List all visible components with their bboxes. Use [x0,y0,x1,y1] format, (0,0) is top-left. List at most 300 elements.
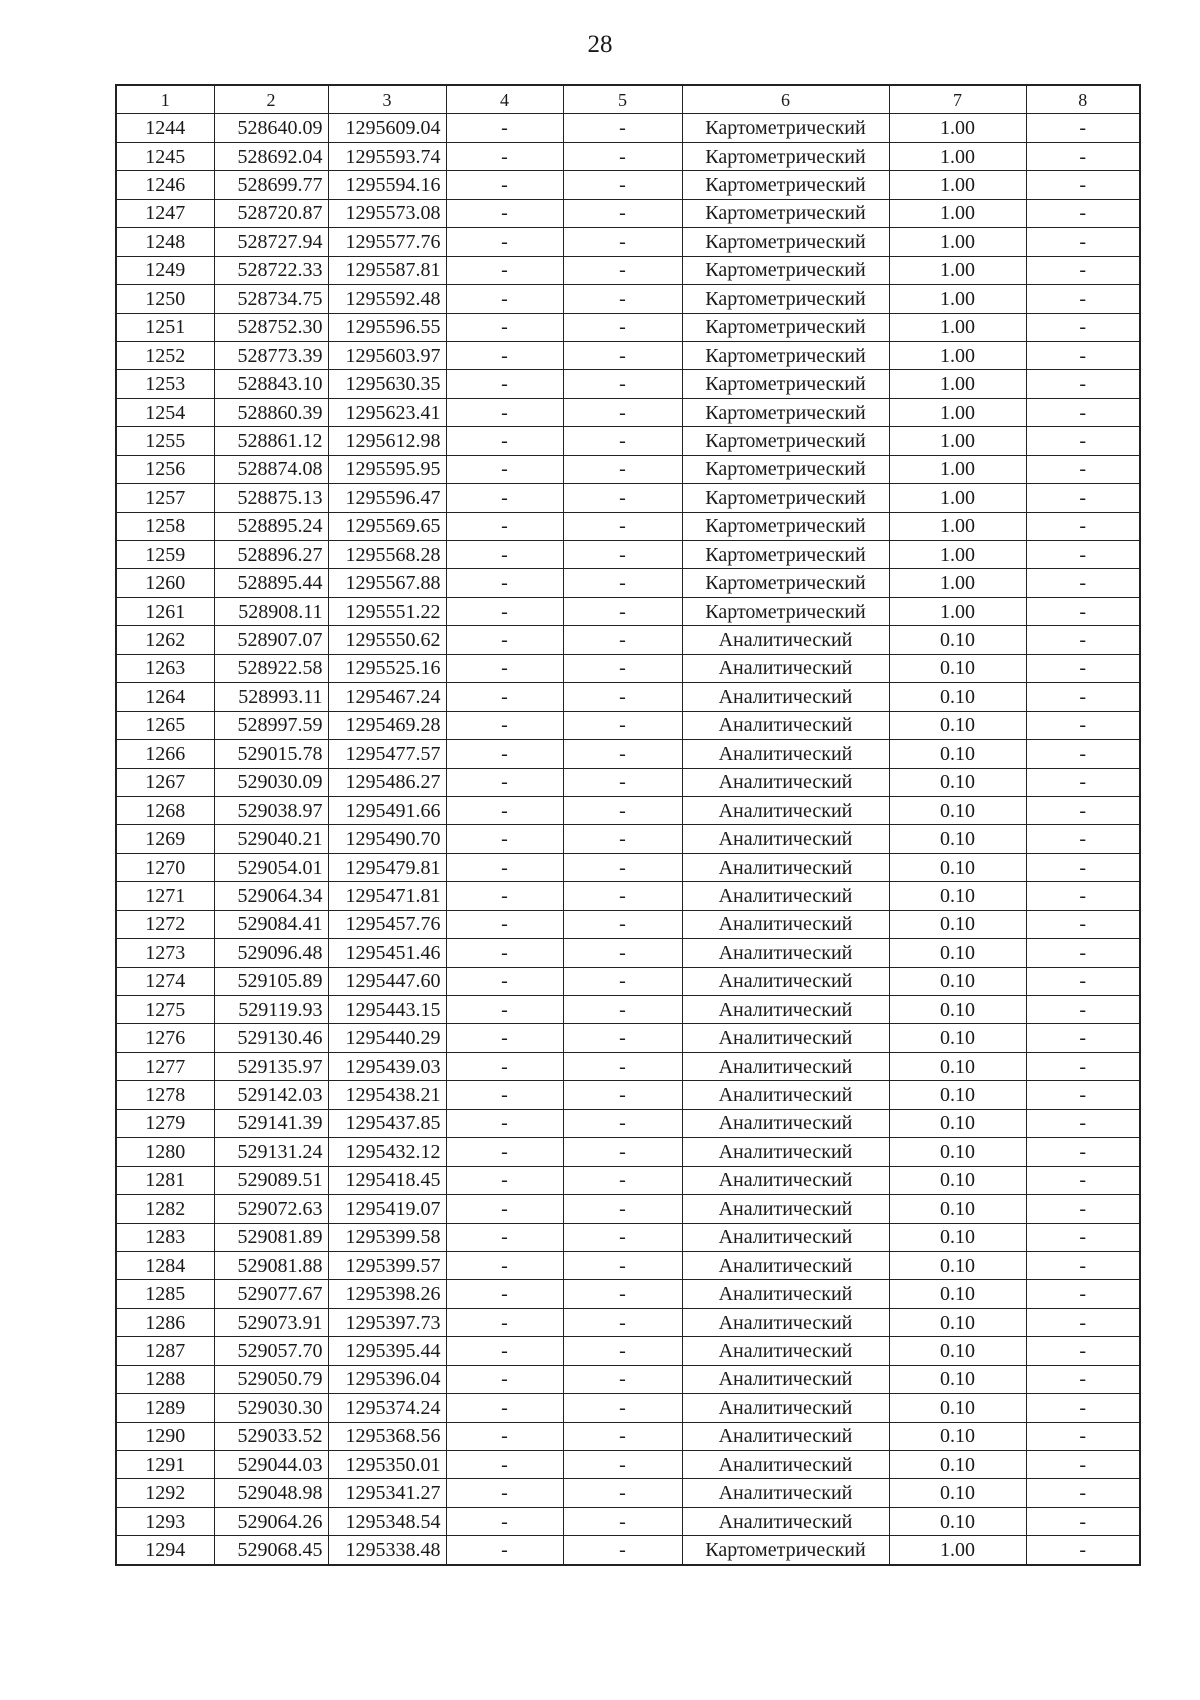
cell-point-number: 1251 [116,313,214,341]
cell-coordinate-x: 529015.78 [214,740,328,768]
cell-coordinate-x: 529135.97 [214,1052,328,1080]
cell-col-8: - [1026,1536,1140,1565]
cell-accuracy: 0.10 [889,853,1026,881]
table-row [116,455,1140,483]
cell-accuracy: 0.10 [889,1308,1026,1336]
cell-coordinate-y: 1295338.48 [328,1536,446,1565]
cell-col-5: - [563,256,682,284]
cell-col-8: - [1026,1223,1140,1251]
cell-col-4: - [446,882,563,910]
cell-coordinate-y: 1295350.01 [328,1451,446,1479]
cell-col-8: - [1026,967,1140,995]
cell-accuracy: 0.10 [889,1280,1026,1308]
cell-col-4: - [446,654,563,682]
cell-coordinate-x: 529057.70 [214,1337,328,1365]
cell-point-number: 1252 [116,341,214,369]
cell-method: Картометрический [682,285,889,313]
cell-col-4: - [446,427,563,455]
cell-method: Аналитический [682,882,889,910]
cell-accuracy: 0.10 [889,1138,1026,1166]
cell-coordinate-y: 1295368.56 [328,1422,446,1450]
cell-col-5: - [563,683,682,711]
cell-point-number: 1270 [116,853,214,881]
cell-accuracy: 0.10 [889,825,1026,853]
cell-accuracy: 1.00 [889,484,1026,512]
cell-method: Аналитический [682,1024,889,1052]
cell-coordinate-y: 1295577.76 [328,228,446,256]
cell-col-8: - [1026,199,1140,227]
cell-method: Аналитический [682,1251,889,1279]
cell-coordinate-x: 529131.24 [214,1138,328,1166]
cell-col-5: - [563,1308,682,1336]
cell-coordinate-x: 529089.51 [214,1166,328,1194]
cell-col-5: - [563,228,682,256]
cell-col-4: - [446,512,563,540]
cell-point-number: 1267 [116,768,214,796]
cell-point-number: 1274 [116,967,214,995]
cell-coordinate-y: 1295471.81 [328,882,446,910]
cell-accuracy: 0.10 [889,910,1026,938]
cell-accuracy: 1.00 [889,171,1026,199]
table-row [116,541,1140,569]
cell-accuracy: 1.00 [889,256,1026,284]
cell-accuracy: 0.10 [889,1223,1026,1251]
cell-col-8: - [1026,1138,1140,1166]
cell-col-5: - [563,1223,682,1251]
cell-accuracy: 1.00 [889,569,1026,597]
cell-accuracy: 0.10 [889,626,1026,654]
table-row [116,967,1140,995]
cell-point-number: 1289 [116,1394,214,1422]
cell-col-8: - [1026,740,1140,768]
cell-accuracy: 1.00 [889,427,1026,455]
cell-col-8: - [1026,1166,1140,1194]
cell-method: Картометрический [682,569,889,597]
cell-point-number: 1268 [116,796,214,824]
cell-method: Картометрический [682,541,889,569]
cell-col-8: - [1026,853,1140,881]
cell-point-number: 1275 [116,996,214,1024]
cell-coordinate-y: 1295348.54 [328,1507,446,1535]
table-row [116,1166,1140,1194]
cell-coordinate-y: 1295419.07 [328,1195,446,1223]
cell-col-5: - [563,142,682,170]
cell-coordinate-x: 528861.12 [214,427,328,455]
cell-col-8: - [1026,711,1140,739]
cell-accuracy: 0.10 [889,1052,1026,1080]
cell-accuracy: 0.10 [889,1394,1026,1422]
cell-point-number: 1244 [116,114,214,142]
cell-col-4: - [446,1081,563,1109]
cell-accuracy: 0.10 [889,1166,1026,1194]
cell-coordinate-y: 1295418.45 [328,1166,446,1194]
cell-coordinate-x: 529081.88 [214,1251,328,1279]
cell-point-number: 1269 [116,825,214,853]
cell-col-8: - [1026,142,1140,170]
cell-method: Аналитический [682,939,889,967]
cell-method: Аналитический [682,796,889,824]
cell-col-8: - [1026,1365,1140,1393]
table-row [116,1251,1140,1279]
cell-col-4: - [446,114,563,142]
cell-point-number: 1277 [116,1052,214,1080]
cell-col-4: - [446,541,563,569]
cell-col-4: - [446,569,563,597]
cell-coordinate-y: 1295596.47 [328,484,446,512]
cell-col-4: - [446,768,563,796]
table-row [116,1394,1140,1422]
table-header-row [116,85,1140,114]
cell-coordinate-y: 1295432.12 [328,1138,446,1166]
cell-col-8: - [1026,825,1140,853]
cell-col-5: - [563,313,682,341]
table-row [116,341,1140,369]
cell-col-5: - [563,825,682,853]
cell-point-number: 1248 [116,228,214,256]
cell-point-number: 1279 [116,1109,214,1137]
cell-method: Аналитический [682,1479,889,1507]
table-row [116,1479,1140,1507]
cell-col-5: - [563,171,682,199]
cell-point-number: 1273 [116,939,214,967]
cell-coordinate-y: 1295397.73 [328,1308,446,1336]
cell-accuracy: 0.10 [889,796,1026,824]
cell-col-8: - [1026,910,1140,938]
cell-coordinate-y: 1295437.85 [328,1109,446,1137]
cell-col-8: - [1026,1479,1140,1507]
cell-point-number: 1288 [116,1365,214,1393]
cell-col-8: - [1026,939,1140,967]
cell-col-5: - [563,853,682,881]
cell-coordinate-y: 1295447.60 [328,967,446,995]
cell-method: Аналитический [682,1195,889,1223]
cell-point-number: 1253 [116,370,214,398]
cell-coordinate-x: 529038.97 [214,796,328,824]
cell-method: Аналитический [682,853,889,881]
cell-method: Аналитический [682,1166,889,1194]
cell-point-number: 1272 [116,910,214,938]
cell-col-4: - [446,853,563,881]
cell-point-number: 1256 [116,455,214,483]
cell-coordinate-x: 528875.13 [214,484,328,512]
cell-col-8: - [1026,1251,1140,1279]
cell-col-4: - [446,1507,563,1535]
table-row [116,853,1140,881]
cell-col-4: - [446,796,563,824]
table-row [116,626,1140,654]
table-row [116,114,1140,142]
table-row [116,1052,1140,1080]
cell-col-8: - [1026,996,1140,1024]
cell-col-5: - [563,484,682,512]
cell-col-5: - [563,1052,682,1080]
cell-method: Картометрический [682,256,889,284]
cell-col-4: - [446,825,563,853]
cell-point-number: 1259 [116,541,214,569]
cell-col-4: - [446,1479,563,1507]
table-row [116,398,1140,426]
cell-coordinate-y: 1295612.98 [328,427,446,455]
cell-method: Аналитический [682,967,889,995]
table-row [116,1024,1140,1052]
cell-col-5: - [563,569,682,597]
cell-method: Аналитический [682,711,889,739]
cell-coordinate-x: 529068.45 [214,1536,328,1565]
table-row [116,654,1140,682]
cell-accuracy: 1.00 [889,199,1026,227]
table-row [116,171,1140,199]
cell-col-8: - [1026,569,1140,597]
cell-accuracy: 1.00 [889,341,1026,369]
cell-accuracy: 0.10 [889,711,1026,739]
cell-col-4: - [446,597,563,625]
cell-coordinate-y: 1295573.08 [328,199,446,227]
cell-point-number: 1294 [116,1536,214,1565]
cell-coordinate-y: 1295490.70 [328,825,446,853]
cell-coordinate-y: 1295439.03 [328,1052,446,1080]
cell-accuracy: 0.10 [889,654,1026,682]
cell-coordinate-x: 529105.89 [214,967,328,995]
cell-col-8: - [1026,882,1140,910]
cell-coordinate-x: 529119.93 [214,996,328,1024]
cell-col-5: - [563,597,682,625]
cell-accuracy: 0.10 [889,1081,1026,1109]
cell-col-5: - [563,1507,682,1535]
cell-method: Картометрический [682,114,889,142]
cell-method: Аналитический [682,740,889,768]
cell-col-5: - [563,996,682,1024]
cell-point-number: 1271 [116,882,214,910]
cell-method: Картометрический [682,597,889,625]
cell-method: Аналитический [682,768,889,796]
cell-coordinate-x: 529141.39 [214,1109,328,1137]
cell-col-5: - [563,427,682,455]
cell-col-4: - [446,285,563,313]
column-header-6: 6 [682,85,889,114]
cell-col-8: - [1026,1024,1140,1052]
table-row [116,1138,1140,1166]
cell-col-4: - [446,1422,563,1450]
cell-accuracy: 1.00 [889,370,1026,398]
table-row [116,199,1140,227]
cell-point-number: 1286 [116,1308,214,1336]
table-row [116,1451,1140,1479]
cell-col-4: - [446,1052,563,1080]
cell-coordinate-y: 1295593.74 [328,142,446,170]
table-row [116,1195,1140,1223]
cell-coordinate-x: 528895.44 [214,569,328,597]
coordinates-table-container [115,84,1141,1566]
cell-point-number: 1249 [116,256,214,284]
cell-point-number: 1254 [116,398,214,426]
cell-coordinate-y: 1295486.27 [328,768,446,796]
cell-col-5: - [563,711,682,739]
cell-method: Аналитический [682,1422,889,1450]
cell-coordinate-x: 529142.03 [214,1081,328,1109]
table-row [116,597,1140,625]
cell-col-4: - [446,313,563,341]
cell-col-8: - [1026,313,1140,341]
cell-coordinate-x: 528692.04 [214,142,328,170]
cell-col-8: - [1026,597,1140,625]
cell-method: Аналитический [682,683,889,711]
cell-col-4: - [446,683,563,711]
cell-accuracy: 0.10 [889,1365,1026,1393]
cell-col-8: - [1026,256,1140,284]
table-row [116,711,1140,739]
cell-col-4: - [446,171,563,199]
cell-coordinate-x: 529130.46 [214,1024,328,1052]
table-row [116,1422,1140,1450]
cell-col-4: - [446,711,563,739]
cell-method: Аналитический [682,1365,889,1393]
cell-point-number: 1290 [116,1422,214,1450]
column-header-7: 7 [889,85,1026,114]
cell-point-number: 1264 [116,683,214,711]
cell-coordinate-x: 529084.41 [214,910,328,938]
cell-col-4: - [446,199,563,227]
cell-coordinate-y: 1295341.27 [328,1479,446,1507]
cell-col-8: - [1026,1109,1140,1137]
table-row [116,512,1140,540]
cell-point-number: 1255 [116,427,214,455]
cell-accuracy: 0.10 [889,882,1026,910]
cell-accuracy: 0.10 [889,1109,1026,1137]
cell-col-5: - [563,910,682,938]
cell-col-4: - [446,1109,563,1137]
cell-coordinate-x: 528896.27 [214,541,328,569]
cell-accuracy: 0.10 [889,740,1026,768]
cell-point-number: 1258 [116,512,214,540]
cell-point-number: 1281 [116,1166,214,1194]
cell-method: Картометрический [682,313,889,341]
table-row [116,569,1140,597]
cell-col-8: - [1026,341,1140,369]
cell-col-5: - [563,939,682,967]
column-header-8: 8 [1026,85,1140,114]
cell-coordinate-x: 528722.33 [214,256,328,284]
cell-col-5: - [563,1081,682,1109]
cell-col-5: - [563,370,682,398]
cell-method: Картометрический [682,512,889,540]
cell-accuracy: 0.10 [889,1251,1026,1279]
cell-col-5: - [563,1394,682,1422]
cell-coordinate-x: 528727.94 [214,228,328,256]
cell-coordinate-x: 529064.34 [214,882,328,910]
cell-col-8: - [1026,1195,1140,1223]
cell-col-8: - [1026,171,1140,199]
table-row [116,285,1140,313]
table-row [116,768,1140,796]
cell-col-4: - [446,996,563,1024]
cell-point-number: 1293 [116,1507,214,1535]
cell-col-4: - [446,341,563,369]
cell-coordinate-y: 1295491.66 [328,796,446,824]
cell-col-4: - [446,939,563,967]
cell-coordinate-x: 529077.67 [214,1280,328,1308]
cell-coordinate-y: 1295440.29 [328,1024,446,1052]
cell-accuracy: 0.10 [889,1451,1026,1479]
cell-coordinate-y: 1295595.95 [328,455,446,483]
cell-col-8: - [1026,1280,1140,1308]
cell-coordinate-x: 529081.89 [214,1223,328,1251]
cell-accuracy: 0.10 [889,1507,1026,1535]
cell-col-5: - [563,398,682,426]
cell-col-5: - [563,1479,682,1507]
cell-method: Аналитический [682,1223,889,1251]
cell-method: Картометрический [682,398,889,426]
cell-col-8: - [1026,1308,1140,1336]
cell-col-5: - [563,1251,682,1279]
cell-coordinate-y: 1295587.81 [328,256,446,284]
cell-col-5: - [563,455,682,483]
cell-col-4: - [446,626,563,654]
cell-col-8: - [1026,796,1140,824]
cell-coordinate-x: 528734.75 [214,285,328,313]
cell-col-5: - [563,199,682,227]
cell-point-number: 1278 [116,1081,214,1109]
cell-coordinate-x: 528720.87 [214,199,328,227]
cell-col-4: - [446,228,563,256]
column-header-4: 4 [446,85,563,114]
table-row [116,825,1140,853]
cell-coordinate-y: 1295594.16 [328,171,446,199]
cell-coordinate-x: 528874.08 [214,455,328,483]
cell-col-4: - [446,1195,563,1223]
cell-coordinate-x: 528860.39 [214,398,328,426]
cell-coordinate-y: 1295569.65 [328,512,446,540]
cell-coordinate-y: 1295630.35 [328,370,446,398]
cell-coordinate-x: 529096.48 [214,939,328,967]
cell-col-5: - [563,1451,682,1479]
cell-col-4: - [446,910,563,938]
cell-col-5: - [563,1166,682,1194]
cell-coordinate-x: 528699.77 [214,171,328,199]
cell-coordinate-y: 1295525.16 [328,654,446,682]
cell-point-number: 1265 [116,711,214,739]
cell-method: Аналитический [682,654,889,682]
cell-col-4: - [446,740,563,768]
cell-method: Аналитический [682,1138,889,1166]
cell-point-number: 1262 [116,626,214,654]
table-row [116,740,1140,768]
cell-accuracy: 0.10 [889,996,1026,1024]
cell-coordinate-y: 1295623.41 [328,398,446,426]
table-row [116,228,1140,256]
column-header-5: 5 [563,85,682,114]
cell-col-8: - [1026,626,1140,654]
cell-coordinate-x: 528997.59 [214,711,328,739]
cell-col-5: - [563,1195,682,1223]
table-row [116,370,1140,398]
cell-coordinate-y: 1295550.62 [328,626,446,654]
table-row [116,142,1140,170]
cell-accuracy: 1.00 [889,142,1026,170]
cell-coordinate-x: 529048.98 [214,1479,328,1507]
cell-col-5: - [563,626,682,654]
cell-coordinate-y: 1295567.88 [328,569,446,597]
cell-col-8: - [1026,398,1140,426]
cell-method: Аналитический [682,1394,889,1422]
cell-coordinate-y: 1295467.24 [328,683,446,711]
cell-coordinate-x: 529054.01 [214,853,328,881]
cell-coordinate-y: 1295396.04 [328,1365,446,1393]
cell-point-number: 1291 [116,1451,214,1479]
cell-point-number: 1261 [116,597,214,625]
cell-col-8: - [1026,484,1140,512]
coordinates-table [115,84,1141,1566]
cell-col-5: - [563,541,682,569]
